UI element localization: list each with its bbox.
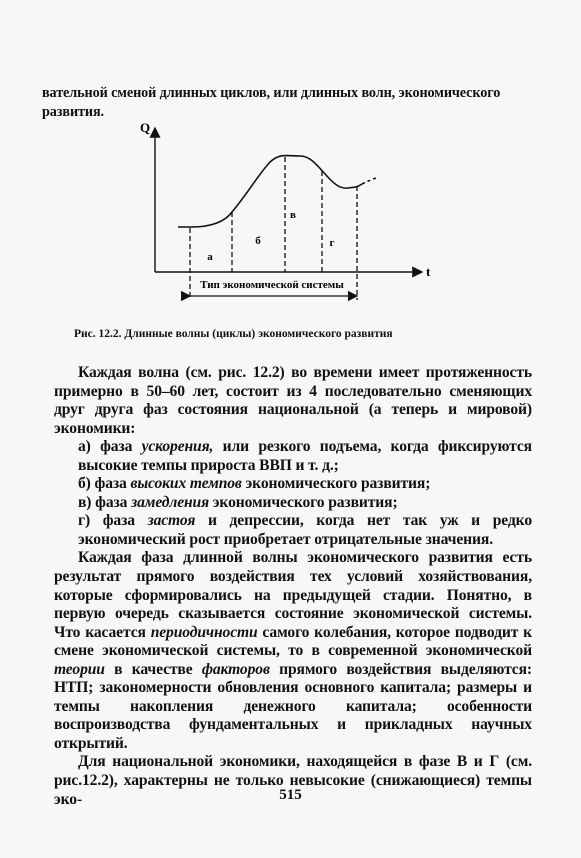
x-axis-label: t [426,264,431,279]
figure-caption: Рис. 12.2. Длинные волны (циклы) экономического развития [74,328,393,340]
list-item-a: а) фаза ускорения, или резкого подъема, когда фиксируются высокие темпы прироста ВВП и т. д.; [78,438,532,474]
bracket-label: Тип экономической системы [200,279,344,291]
list-item-c: в) фаза замедления экономического развития; [78,493,398,511]
list-item-b: б) фаза высоких темпов экономического развития; [78,475,431,493]
wave-curve-continuation [362,178,376,184]
wave-curve [178,156,362,227]
phase-label-d: г [329,237,335,249]
phase-label-c: в [290,209,296,221]
phase-label-a: а [207,251,213,263]
long-waves-figure [130,120,450,315]
list-item-d: г) фаза застоя и депрессии, когда нет так уж и редко экономический рост приобретает отрицательные значения. [78,512,532,548]
body-text [54,364,532,809]
paragraph-intro: Каждая волна (см. рис. 12.2) во времени имеет протяженность примерно в 50–60 лет, состоит из 4 последовательно сменяющих друг друга фаз состояния национальной (а теперь и мировой) экономики: [54,364,532,437]
long-waves-diagram [130,120,450,315]
paragraph-factors: Каждая фаза длинной волны экономического развития есть результат прямого воздействия тех условий хозяйствования, которые сформировались на предыдущей стадии. Понятно, в первую очередь сказывается состояние экономической системы. Что касается периодичности самого колебания, которое подводит к смене экономической системы, то в современной экономической теории в качестве факторов прямого воздействия выделяются: НТП; закономерности обновления основного капитала; размеры и темпы накопления денежного капитала; особенности воспроизводства фундаментальных и прикладных научных открытий. [54,549,532,752]
paragraph-national-economy: Для национальной экономики, находящейся в фазе В и Г (см. рис.12.2), характерны не только невысокие (снижающиеся) темпы эко- [54,753,532,808]
page-number: 515 [279,787,302,803]
continued-paragraph: вательной сменой длинных циклов, или длинных волн, экономического развития. [42,85,501,120]
phase-label-b: б [255,235,261,247]
y-axis-label: Q [140,120,151,135]
